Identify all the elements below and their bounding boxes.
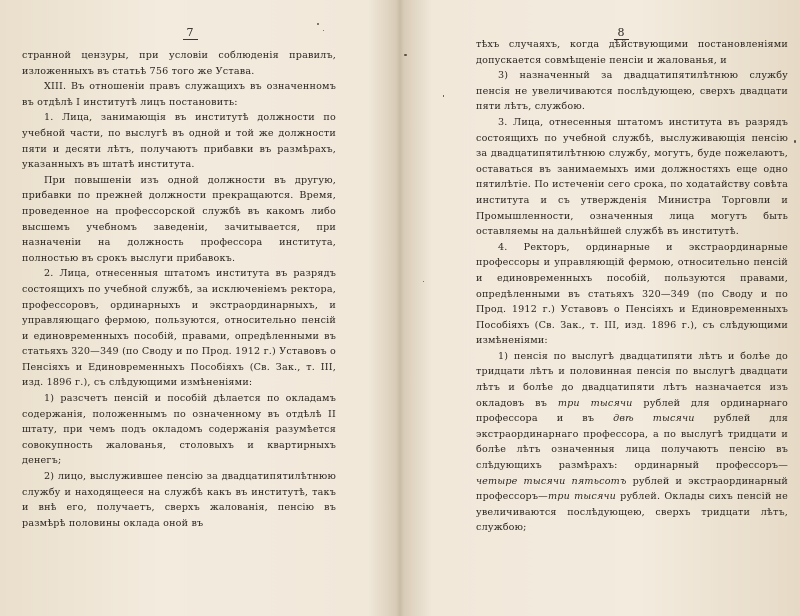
paragraph: XIII. Въ отношеніи правъ служащихъ въ означенномъ въ отдѣлѣ I институтѣ лицъ постановить: [22, 81, 336, 108]
text-run: рублей для экстраординарнаго профессора, а по выслугѣ тридцати и болѣе лѣтъ означенныя лица получаютъ пенсію въ слѣдующихъ размѣрахъ: ординарный профессоръ— [476, 413, 788, 472]
paragraph: При повышеніи изъ одной должности въ другую, прибавки по прежней должности прекращаются. Время, проведенное на профессорской службѣ въ какомъ либо высшемъ учебномъ заведеніи, зачитывается, при назначеніи на должность профессора института, полностью въ срокъ выслуги прибавокъ. [22, 174, 336, 264]
italic-amount: четыре тысячи пятьсотъ [476, 475, 627, 487]
right-page [476, 0, 788, 616]
page-number: 7 [170, 26, 210, 40]
left-page [22, 0, 336, 616]
paper-speck [404, 54, 407, 56]
text-run: рублей для ординарнаго профессора и въ [476, 397, 788, 425]
paper-speck [443, 95, 444, 97]
text-run: рублей. Оклады сихъ пенсій не увеличиваются послѣдующею, сверхъ тридцати лѣтъ, службою; [476, 491, 788, 534]
italic-amount: двѣ тысячи [613, 413, 695, 425]
text-run: 1) пенсія по выслугѣ двадцатипяти лѣтъ и болѣе до тридцати лѣтъ и половинная пенсія по выслугѣ двадцати лѣтъ и болѣе до двадцатипяти лѣтъ назначается изъ окладовъ въ [476, 350, 788, 409]
paragraph: 2) лицо, выслужившее пенсію за двадцатипятилѣтнюю службу и находящееся на службѣ какъ въ институтѣ, такъ и внѣ его, получаетъ, сверхъ жалованія, пенсію въ размѣрѣ половины оклада оной въ [22, 471, 336, 529]
paper-speck [794, 140, 796, 143]
paragraph: странной цензуры, при условіи соблюденія правилъ, изложенныхъ въ статьѣ 756 того же Устава. [22, 50, 336, 77]
text-run: рублей и экстраординарный профессоръ— [476, 475, 788, 503]
page-text [476, 37, 788, 536]
paragraph: 1. Лица, занимающія въ институтѣ должности по учебной части, по выслугѣ въ одной и той же должности пяти и десяти лѣтъ, получаютъ прибавки въ размѣрахъ, указанныхъ въ штатѣ института. [22, 112, 336, 171]
page-number: 8 [601, 26, 641, 40]
italic-amount: три тысячи [547, 491, 617, 503]
paragraph: тѣхъ случаяхъ, когда дѣйствующими постановленіями допускается совмѣщеніе пенсіи и жалованья, и [476, 39, 788, 66]
paragraph: 3. Лица, отнесенныя штатомъ института въ разрядъ состоящихъ по учебной службѣ, выслуживающія пенсію за двадцатипятилѣтнюю службу, могутъ, буде пожелаютъ, оставаться въ занимаемыхъ ими должностяхъ еще одно пятилѣтіе. По истеченіи сего срока, по ходатайству совѣта института и съ утвержденія Министра Торговли и Промышленности, означенныя лица могутъ быть оставляемы на дальнѣйшей службѣ въ институтѣ. [476, 116, 788, 238]
paper-speck [423, 281, 424, 282]
page-text [22, 48, 336, 531]
paragraph: 3) назначенный за двадцатипятилѣтнюю службу пенсія не увеличиваются послѣдующею, сверхъ двадцати пяти лѣтъ, службою. [476, 70, 788, 113]
paragraph: 1) разсчетъ пенсій и пособій дѣлается по окладамъ содержанія, положеннымъ по означенному въ отдѣлѣ II штату, при чемъ подъ окладомъ содержанія разумѣется совокупность жалованья, столовыхъ и квартирныхъ денегъ; [22, 393, 336, 467]
paragraph [476, 349, 788, 536]
paragraph: 4. Ректоръ, ординарные и экстраординарные профессоры и управляющій фермою, относительно пенсій и единовременныхъ пособій, пользуются правами, опредѣленными въ статьяхъ 320—349 (по Своду и по Прод. 1912 г.) Уставовъ о Пенсіяхъ и Единовременныхъ Пособіяхъ (Св. Зак., т. III, изд. 1896 г.), съ слѣдующими измѣненіями: [476, 241, 788, 347]
italic-amount: три тысячи [557, 397, 633, 409]
paragraph: 2. Лица, отнесенныя штатомъ института въ разрядъ состоящихъ по учебной службѣ, за исключеніемъ ректора, профессоровъ, ординарныхъ и экстраординарныхъ, и управляющаго фермою, пользуются, относительно пенсій и единовременныхъ пособій, правами, опредѣленными въ статьяхъ 320—349 (по Своду и по Прод. 1912 г.) Уставовъ о Пенсіяхъ и Единовременныхъ Пособіяхъ (Св. Зак., т. III, изд. 1896 г.), съ слѣдующими измѣненіями: [22, 268, 336, 389]
